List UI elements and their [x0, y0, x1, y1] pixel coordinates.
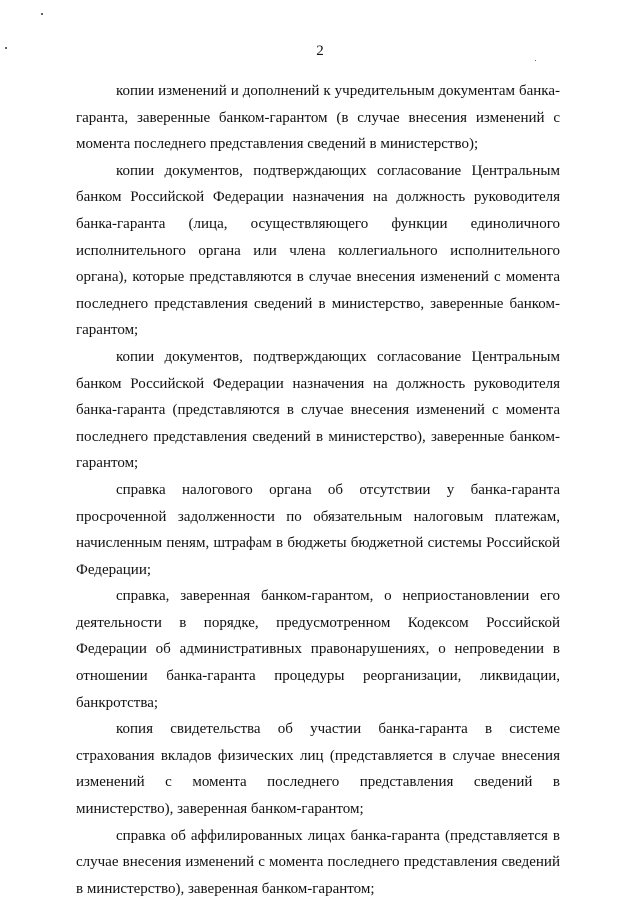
paragraph: справка, заверенная банком-гарантом, о неприостановлении его деятельности в порядке, предусмотренном Кодексом Российской Федерации об административных правонарушениях, о непроведении в отношении банка-гаранта процедуры реорганизации, ликвидации, банкротства;: [76, 588, 560, 711]
page-number: 2: [316, 43, 324, 59]
scan-speck: [535, 60, 536, 61]
paragraph: справка налогового органа об отсутствии у банка-гаранта просроченной задолженности по обязательным налоговым платежам, начисленным пеням, штрафам в бюджеты бюджетной системы Российской Федерации;: [76, 481, 560, 578]
document-body: [76, 78, 560, 902]
paragraph: копии изменений и дополнений к учредительным документам банка-гаранта, заверенные банком-гарантом (в случае внесения изменений с момента последнего представления сведений в министерство);: [76, 83, 560, 153]
paragraph: копии документов, подтверждающих согласование Центральным банком Российской Федерации назначения на должность руководителя банка-гаранта (лица, осуществляющего функции единоличного исполнительного органа или члена коллегиального исполнительного органа), которые представляются в случае внесения изменений с момента последнего представления сведений в министерство, заверенные банком-гарантом;: [76, 162, 560, 339]
paragraph: справка об аффилированных лицах банка-гаранта (представляется в случае внесения изменений с момента последнего представления сведений в министерство), заверенная банком-гарантом;: [76, 827, 560, 897]
paragraph: копии документов, подтверждающих согласование Центральным банком Российской Федерации назначения на должность руководителя банка-гаранта (представляются в случае внесения изменений с момента последнего представления сведений в министерство), заверенные банком-гарантом;: [76, 348, 560, 472]
scan-speck: [41, 13, 43, 15]
paragraph: копия свидетельства об участии банка-гаранта в системе страхования вкладов физических лиц (представляется в случае внесения изменений с момента последнего представления сведений в министерство), заверенная банком-гарантом;: [76, 721, 560, 818]
